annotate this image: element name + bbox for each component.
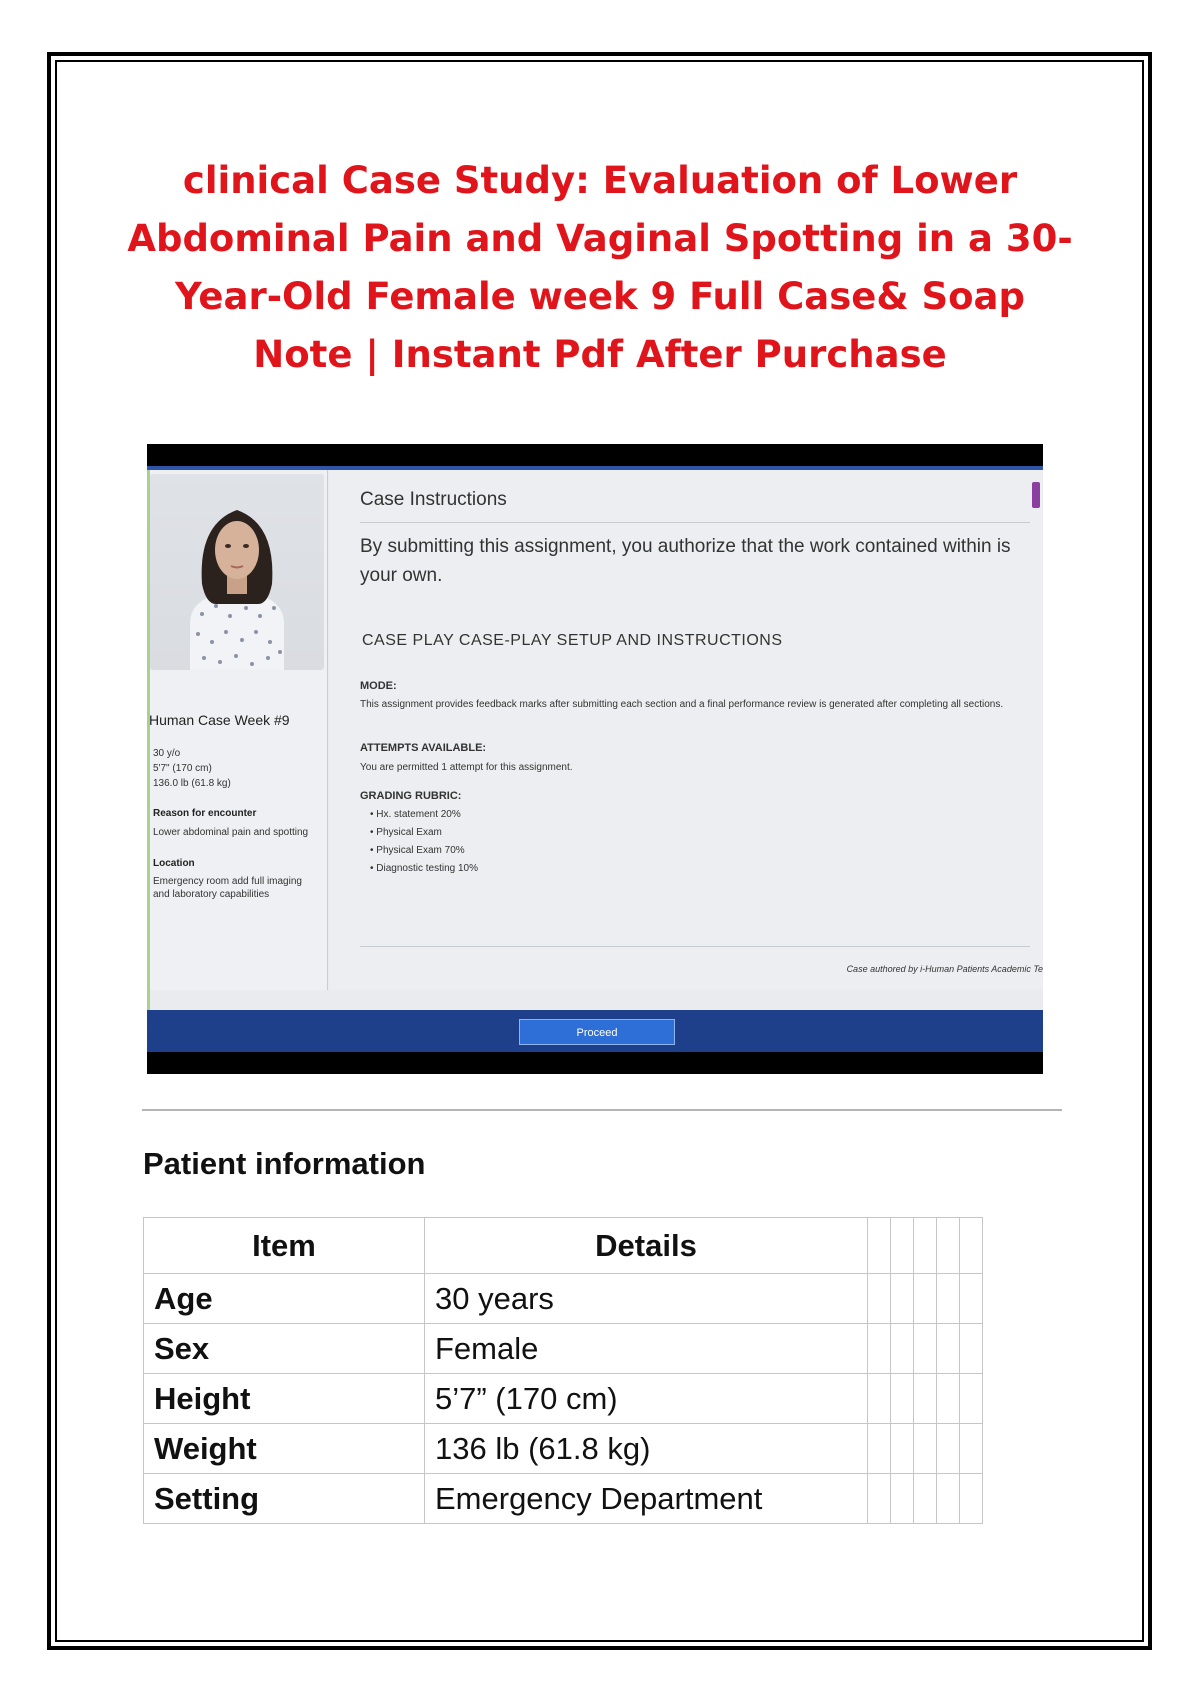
table-row xyxy=(144,1274,983,1324)
row-item: Setting xyxy=(144,1474,425,1524)
row-item: Sex xyxy=(144,1324,425,1374)
proceed-button[interactable]: Proceed xyxy=(519,1019,675,1045)
empty-cell xyxy=(937,1274,960,1324)
patient-avatar-image xyxy=(150,474,324,670)
empty-cell xyxy=(960,1474,983,1524)
empty-cell xyxy=(868,1424,891,1474)
table-header-row xyxy=(144,1218,983,1274)
empty-cell xyxy=(914,1374,937,1424)
row-item: Weight xyxy=(144,1424,425,1474)
screenshot-bottom-black xyxy=(147,1052,1043,1074)
rubric-item: • Physical Exam 70% xyxy=(370,845,465,856)
table-row xyxy=(144,1324,983,1374)
patient-information-table xyxy=(143,1217,983,1524)
empty-cell xyxy=(960,1424,983,1474)
case-instructions-divider xyxy=(360,522,1030,523)
empty-cell xyxy=(937,1474,960,1524)
table-row xyxy=(144,1474,983,1524)
row-details: Emergency Department xyxy=(425,1474,868,1524)
attempts-label: ATTEMPTS AVAILABLE: xyxy=(360,742,487,754)
location-value-line-2: and laboratory capabilities xyxy=(153,889,270,900)
case-instructions-title: Case Instructions xyxy=(360,489,507,510)
empty-cell xyxy=(937,1374,960,1424)
authorization-statement: By submitting this assignment, you authorize that the work contained within is your own. xyxy=(360,536,1011,586)
empty-column xyxy=(891,1218,914,1274)
empty-column xyxy=(960,1218,983,1274)
case-author-credit: Case authored by i-Human Patients Academic Te xyxy=(846,964,1043,974)
patient-age-small: 30 y/o xyxy=(153,748,181,759)
patient-avatar xyxy=(150,474,324,670)
mode-label: MODE: xyxy=(360,680,397,692)
empty-cell xyxy=(891,1274,914,1324)
reason-value: Lower abdominal pain and spotting xyxy=(153,827,309,838)
patient-information-heading: Patient information xyxy=(143,1146,426,1181)
empty-cell xyxy=(960,1274,983,1324)
patient-weight-small: 136.0 lb (61.8 kg) xyxy=(153,778,231,789)
empty-cell xyxy=(868,1324,891,1374)
empty-column xyxy=(868,1218,891,1274)
setup-heading: CASE PLAY CASE-PLAY SETUP AND INSTRUCTIONS xyxy=(362,632,783,649)
empty-cell xyxy=(891,1324,914,1374)
section-divider xyxy=(142,1109,1062,1111)
empty-cell xyxy=(914,1424,937,1474)
rubric-item: • Hx. statement 20% xyxy=(370,809,461,820)
location-value-line-1: Emergency room add full imaging xyxy=(153,876,302,887)
empty-column xyxy=(937,1218,960,1274)
row-details: 30 years xyxy=(425,1274,868,1324)
empty-cell xyxy=(891,1374,914,1424)
empty-cell xyxy=(937,1324,960,1374)
empty-cell xyxy=(868,1374,891,1424)
empty-cell xyxy=(937,1424,960,1474)
empty-cell xyxy=(960,1374,983,1424)
rubric-item: • Physical Exam xyxy=(370,827,442,838)
reason-label: Reason for encounter xyxy=(153,808,257,819)
table-row xyxy=(144,1374,983,1424)
location-label: Location xyxy=(153,858,195,869)
document-title: clinical Case Study: Evaluation of Lower Abdominal Pain and Vaginal Spotting in a 30-Year-Old Female week 9 Full Case& Soap Note | Instant Pdf After Purchase xyxy=(127,159,1073,376)
panel-footer-divider xyxy=(360,946,1030,947)
empty-column xyxy=(914,1218,937,1274)
row-details: 5’7” (170 cm) xyxy=(425,1374,868,1424)
embedded-screenshot xyxy=(147,444,1043,1074)
empty-cell xyxy=(891,1474,914,1524)
panel-tab-indicator xyxy=(1032,482,1040,508)
case-week-label: Human Case Week #9 xyxy=(149,712,290,728)
rubric-label: GRADING RUBRIC: xyxy=(360,790,462,802)
table-row xyxy=(144,1424,983,1474)
column-header-details: Details xyxy=(425,1218,868,1274)
row-details: 136 lb (61.8 kg) xyxy=(425,1424,868,1474)
row-details: Female xyxy=(425,1324,868,1374)
screenshot-top-bar xyxy=(147,444,1043,466)
row-item: Height xyxy=(144,1374,425,1424)
empty-cell xyxy=(960,1324,983,1374)
mode-text: This assignment provides feedback marks after submitting each section and a final performance review is generated after completing all sections. xyxy=(360,699,1004,710)
empty-cell xyxy=(868,1274,891,1324)
empty-cell xyxy=(914,1324,937,1374)
attempts-text: You are permitted 1 attempt for this assignment. xyxy=(360,762,573,773)
empty-cell xyxy=(914,1274,937,1324)
rubric-item: • Diagnostic testing 10% xyxy=(370,863,479,874)
empty-cell xyxy=(891,1424,914,1474)
patient-height-small: 5'7" (170 cm) xyxy=(153,763,212,774)
empty-cell xyxy=(914,1474,937,1524)
column-header-item: Item xyxy=(144,1218,425,1274)
empty-cell xyxy=(868,1474,891,1524)
row-item: Age xyxy=(144,1274,425,1324)
